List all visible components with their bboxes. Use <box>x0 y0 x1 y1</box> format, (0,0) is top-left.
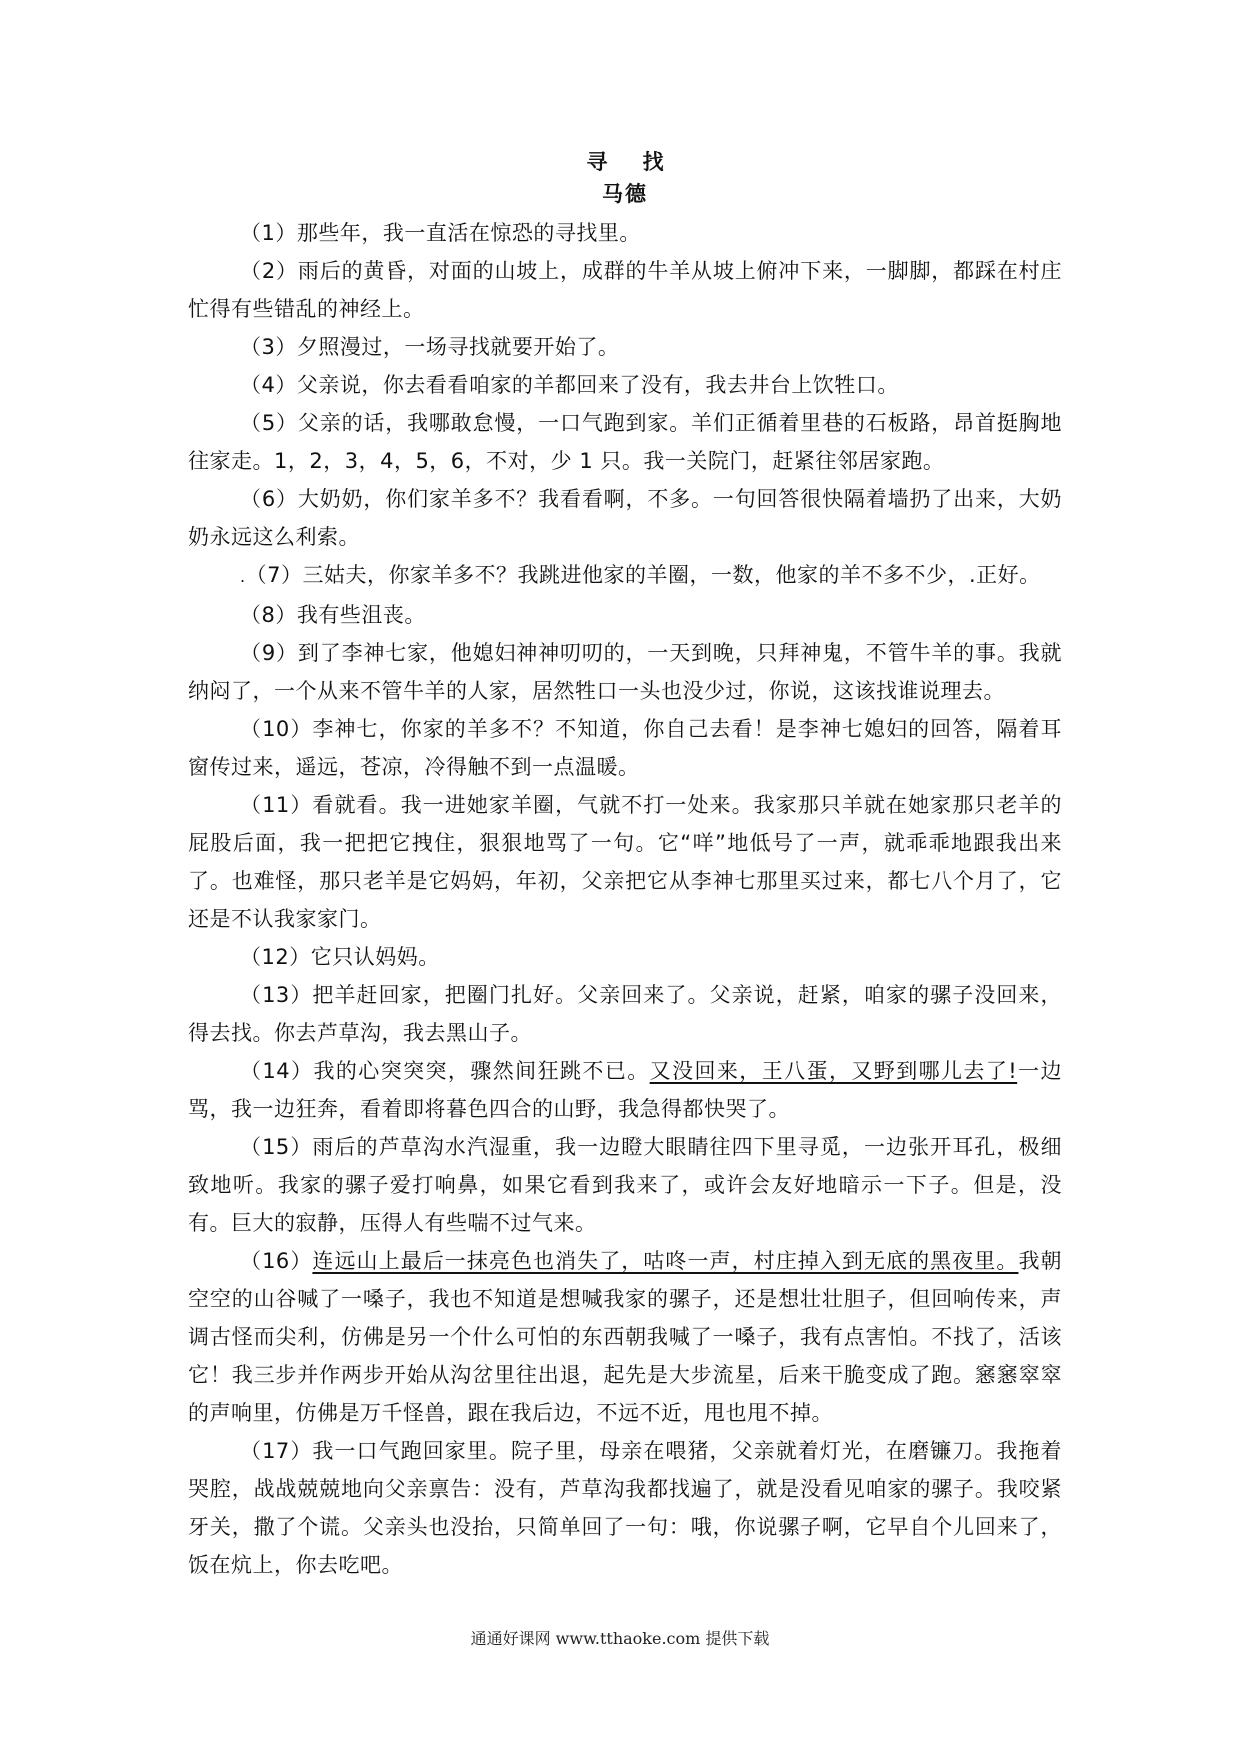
paragraph-p8 <box>188 596 1062 634</box>
article-title: 寻 找 <box>586 150 678 174</box>
paragraph-p9 <box>188 634 1062 710</box>
paragraph-text: （17）我一口气跑回家里。院子里，母亲在喂猪，父亲就着灯光，在磨镰刀。我拖着哭腔，战战兢兢地向父亲禀告：没有，芦草沟我都找遍了，就是没看见咱家的骡子。我咬紧牙关，撒了个谎。父亲头也没抬，只简单回了一句：哦，你说骡子啊，它早自个儿回来了，饭在炕上，你去吃吧。 <box>188 1439 1062 1577</box>
paragraph-text: （2）雨后的黄昏，对面的山坡上，成群的牛羊从坡上俯冲下来，一脚脚，都踩在村庄忙得有些错乱的神经上。 <box>188 259 1062 321</box>
paragraph-text: 我朝空空的山谷喊了一嗓子，我也不知道是想喊我家的骡子，还是想壮壮胆子，但回响传来，声调古怪而尖利，仿佛是另一个什么可怕的东西朝我喊了一嗓子，我有点害怕。不找了，活该它！我三步并作两步开始从沟岔里往出退，起先是大步流星，后来干脆变成了跑。窸窸窣窣的声响里，仿佛是万千怪兽，跟在我后边，不远不近，甩也甩不掉。 <box>188 1249 1063 1425</box>
paragraph-p17 <box>188 1432 1062 1584</box>
paragraph-text: （7）三姑夫，你家羊多不？我跳进他家的羊圈，一数，他家的羊不多不少，.正好。 <box>245 563 1041 587</box>
paragraph-prefix-mark: . <box>240 567 246 586</box>
paragraph-text: （14）我的心突突突，骤然间狂跳不已。 <box>240 1059 650 1083</box>
document-page <box>188 148 1062 1584</box>
paragraph-p13 <box>188 976 1062 1052</box>
paragraph-p5 <box>188 404 1062 480</box>
paragraph-text: （11）看就看。我一进她家羊圈，气就不打一处来。我家那只羊就在她家那只老羊的屁股后面，我一把把它拽住，狠狠地骂了一句。它“咩”地低号了一声，就乖乖地跟我出来了。也难怪，那只老羊是它妈妈，年初，父亲把它从李神七那里买过来，都七八个月了，它还是不认我家家门。 <box>188 793 1062 931</box>
paragraph-p7 <box>188 556 1062 596</box>
paragraph-text: （4）父亲说，你去看看咱家的羊都回来了没有，我去井台上饮牲口。 <box>240 373 899 397</box>
paragraph-p10 <box>188 710 1062 786</box>
paragraph-p14 <box>188 1052 1062 1128</box>
paragraph-text: （13）把羊赶回家，把圈门扎好。父亲回来了。父亲说，赶紧，咱家的骡子没回来，得去找。你去芦草沟，我去黑山子。 <box>188 983 1062 1045</box>
paragraph-text: （1）那些年，我一直活在惊恐的寻找里。 <box>240 221 641 245</box>
paragraph-p11 <box>188 786 1062 938</box>
paragraph-p2 <box>188 252 1062 328</box>
paragraph-text: （8）我有些沮丧。 <box>240 603 426 627</box>
paragraph-p15 <box>188 1128 1062 1242</box>
paragraph-text: （9）到了李神七家，他媳妇神神叨叨的，一天到晚，只拜神鬼，不管牛羊的事。我就纳闷了，一个从来不管牛羊的人家，居然牲口一头也没少过，你说，这该找谁说理去。 <box>188 641 1062 703</box>
paragraph-text: （16） <box>240 1249 313 1273</box>
paragraph-p12 <box>188 938 1062 976</box>
paragraph-text: （12）它只认妈妈。 <box>240 945 440 969</box>
paragraph-text: （15）雨后的芦草沟水汽湿重，我一边瞪大眼睛往四下里寻觅，一边张开耳孔，极细致地听。我家的骡子爱打响鼻，如果它看到我来了，或许会友好地暗示一下子。但是，没有。巨大的寂静，压得人有些喘不过气来。 <box>188 1135 1062 1235</box>
paragraph-text: （3）夕照漫过，一场寻找就要开始了。 <box>240 335 620 359</box>
article-body <box>188 214 1062 1584</box>
paragraph-text: （5）父亲的话，我哪敢怠慢，一口气跑到家。羊们正循着里巷的石板路，昂首挺胸地往家走。1，2，3，4，5，6，不对，少 1 只。我一关院门，赶紧往邻居家跑。 <box>188 411 1062 473</box>
paragraph-p16 <box>188 1242 1062 1432</box>
underlined-sentence: 连远山上最后一抹亮色也消失了，咕咚一声，村庄掉入到无底的黑夜里。 <box>312 1249 1019 1273</box>
paragraph-p4 <box>188 366 1062 404</box>
page-footer: 通通好课网 www.tthaoke.com 提供下载 <box>470 1629 770 1648</box>
article-author: 马德 <box>602 182 648 206</box>
paragraph-text: （10）李神七，你家的羊多不？不知道，你自己去看！是李神七媳妇的回答，隔着耳窗传过来，遥远，苍凉，冷得触不到一点温暖。 <box>188 717 1062 779</box>
paragraph-p3 <box>188 328 1062 366</box>
paragraph-text: （6）大奶奶，你们家羊多不？我看看啊，不多。一句回答很快隔着墙扔了出来，大奶奶永远这么利索。 <box>188 487 1062 549</box>
paragraph-p6 <box>188 480 1062 556</box>
underlined-sentence: 又没回来，王八蛋，又野到哪儿去了! <box>649 1059 1018 1083</box>
paragraph-text: 一边骂，我一边狂奔，看着即将暮色四合的山野，我急得都快哭了。 <box>188 1059 1062 1121</box>
paragraph-p1 <box>188 214 1062 252</box>
